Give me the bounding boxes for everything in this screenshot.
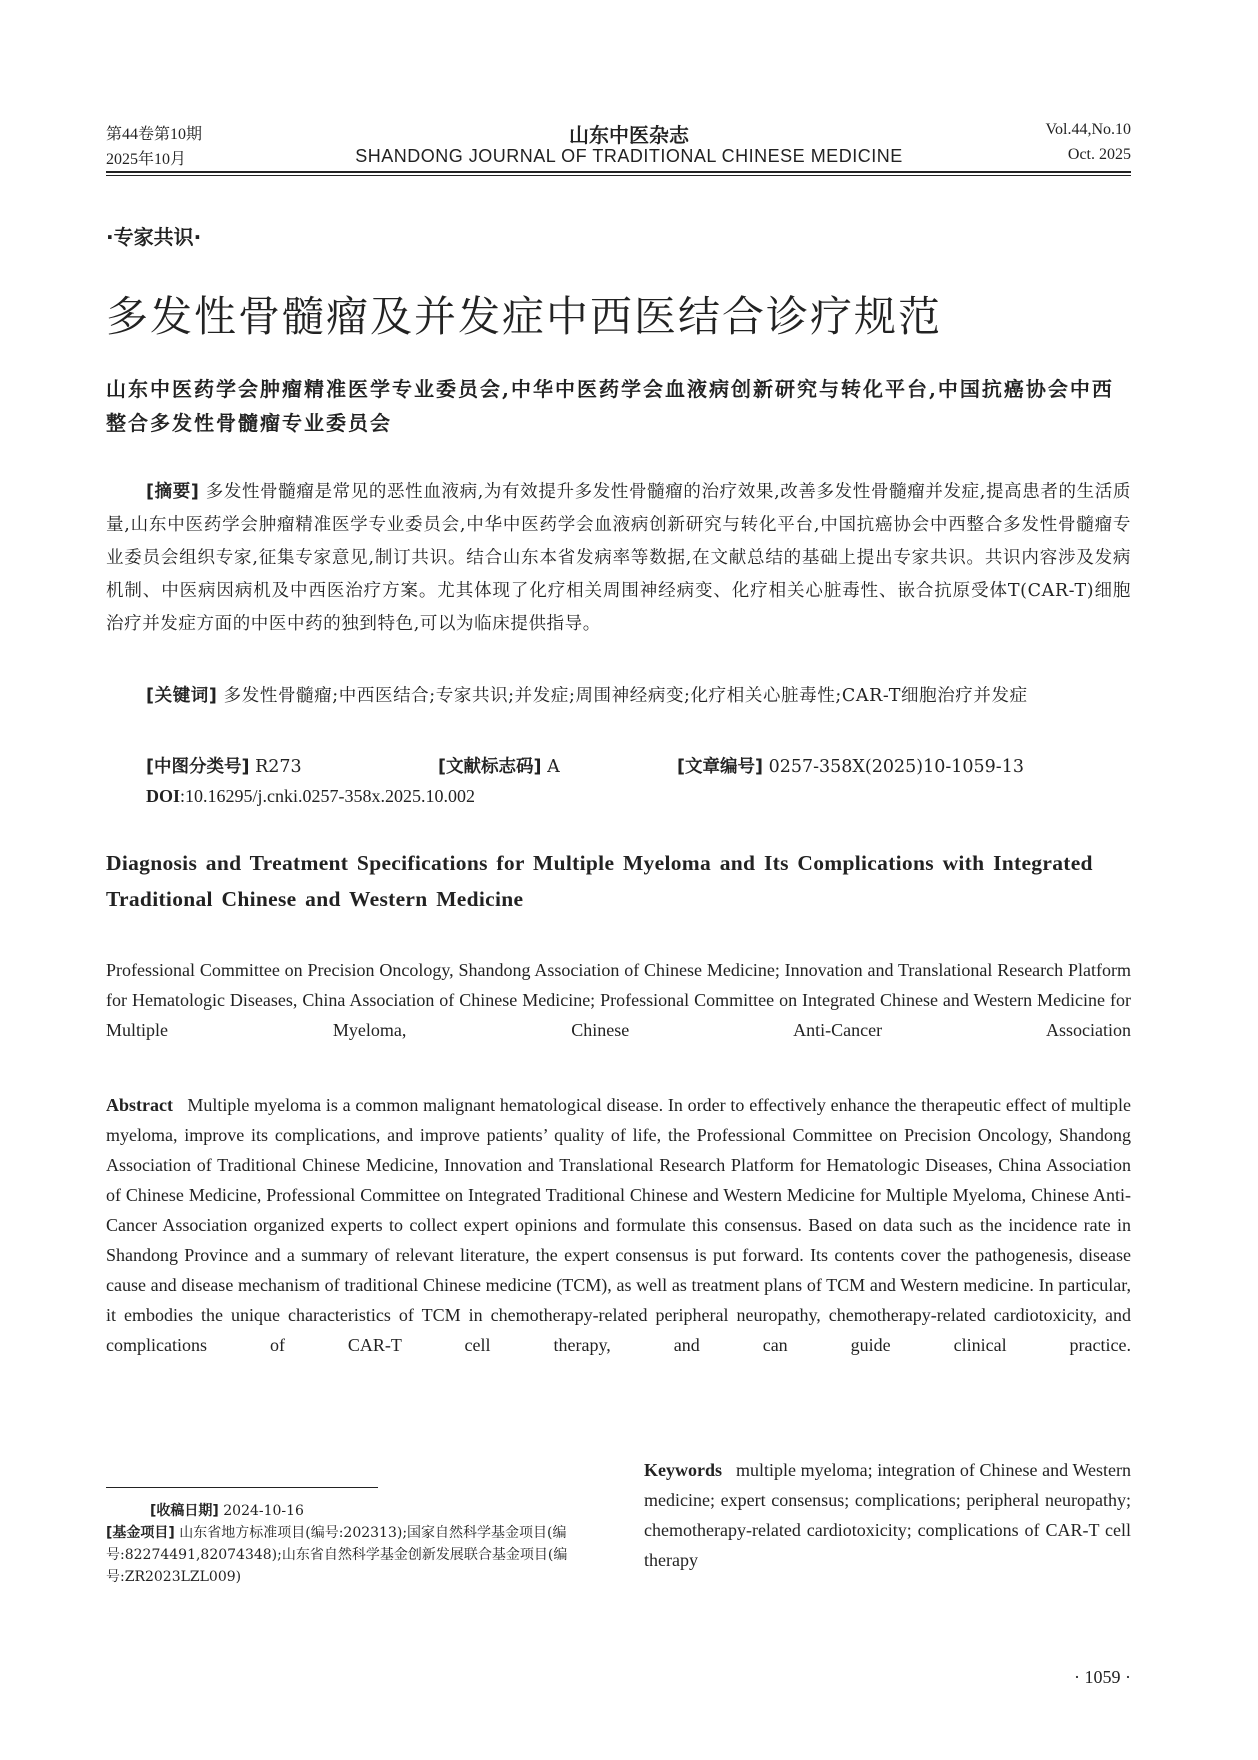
keywords-cn	[106, 680, 1131, 713]
fund-text: 山东省地方标准项目(编号:202313);国家自然科学基金项目(编号:82274491,82074348);山东省自然科学基金创新发展联合基金项目(编号:ZR2023LZL009)	[106, 1525, 568, 1585]
abstract-en-label: Abstract	[106, 1095, 173, 1115]
volume-number-en: Vol.44,No.10	[1045, 121, 1131, 138]
volume-issue: 第44卷第10期	[106, 126, 203, 143]
article-number: [文章编号] 0257-358X(2025)10-1059-13	[677, 757, 1024, 777]
footnote-rule	[106, 1487, 378, 1488]
issue-date-en: Oct. 2025	[1067, 146, 1131, 163]
doi: DOI:10.16295/j.cnki.0257-358x.2025.10.002	[146, 786, 476, 806]
abstract-cn-text: 多发性骨髓瘤是常见的恶性血液病,为有效提升多发性骨髓瘤的治疗效果,改善多发性骨髓瘤并发症,提高患者的生活质量,山东中医药学会肿瘤精准医学专业委员会,中华中医药学会血液病创新研究与转化平台,中国抗癌协会中西整合多发性骨髓瘤专业委员会组织专家,征集专家意见,制订共识。结合山东本省发病率等数据,在文献总结的基础上提出专家共识。共识内容涉及发病机制、中医病因病机及中西医治疗方案。尤其体现了化疗相关周围神经病变、化疗相关心脏毒性、嵌合抗原受体T(CAR-T)细胞治疗并发症方面的中医中药的独到特色,可以为临床提供指导。	[106, 482, 1131, 634]
received-date: 2024-10-16	[223, 1503, 304, 1519]
issue-date: 2025年10月	[106, 151, 187, 168]
document-code: [文献标志码] A	[438, 757, 560, 777]
authors-cn: 山东中医药学会肿瘤精准医学专业委员会,中华中医药学会血液病创新研究与转化平台,中国抗癌协会中西整合多发性骨髓瘤专业委员会	[106, 377, 1114, 435]
abstract-en-text: Multiple myeloma is a common malignant hematological disease. In order to effectively enhance the therapeutic effect of multiple myeloma, improve its complications, and improve patients’ quality of life, the Professional Committee on Precision Oncology, Shandong Association of Traditional Chinese Medicine, Innovation and Translational Research Platform for Hematologic Diseases, China Association of Chinese Medicine, Professional Committee on Integrated Traditional Chinese and Western Medicine for Multiple Myeloma, Chinese Anti-Cancer Association organized experts to collect expert opinions and formulate this consensus. Based on data such as the incidence rate in Shandong Province and a summary of relevant literature, the expert consensus is put forward. Its contents cover the pathogenesis, disease cause and disease mechanism of traditional Chinese medicine (TCM), as well as treatment plans of TCM and Western medicine. In particular, it embodies the unique characteristics of TCM in chemotherapy-related peripheral neuropathy, chemotherapy-related cardiotoxicity, and complications of CAR-T cell therapy, and can guide clinical practice.	[106, 1095, 1131, 1355]
keywords-en-label: Keywords	[644, 1460, 722, 1480]
article-title-en: Diagnosis and Treatment Specifications for Multiple Myeloma and Its Complications with Integrated Traditional Chinese and Western Medicine	[106, 851, 1093, 911]
fund-label: [基金项目]	[106, 1525, 175, 1541]
footnote	[106, 1500, 602, 1588]
keywords-cn-text: 多发性骨髓瘤;中西医结合;专家共识;并发症;周围神经病变;化疗相关心脏毒性;CAR-T细胞治疗并发症	[223, 686, 1028, 706]
authors-en: Professional Committee on Precision Oncology, Shandong Association of Chinese Medicine; Innovation and Translational Research Platform for Hematologic Diseases, China Association of Chinese Medicine; Professional Committee on Integrated Chinese and Western Medicine for Multiple Myeloma, Chinese Anti-Cancer Association	[106, 960, 1131, 1040]
article-title-cn: 多发性骨髓瘤及并发症中西医结合诊疗规范	[106, 292, 943, 341]
keywords-en	[644, 1455, 1131, 1575]
page-number: · 1059 ·	[1074, 1667, 1131, 1687]
abstract-cn-label: [摘要]	[146, 482, 200, 502]
header-rule-top	[106, 171, 1131, 173]
clc-number: [中图分类号] R273	[146, 757, 302, 777]
header-rule-bottom	[106, 175, 1131, 176]
abstract-en	[106, 1090, 1131, 1360]
received-label: [收稿日期]	[150, 1503, 219, 1519]
keywords-cn-label: [关键词]	[146, 686, 218, 706]
journal-title-cn: 山东中医杂志	[569, 123, 689, 147]
abstract-cn	[106, 476, 1131, 641]
section-label: ·专家共识·	[106, 225, 202, 249]
keywords-en-text: multiple myeloma; integration of Chinese and Western medicine; expert consensus; complications; peripheral neuropathy; chemotherapy-related cardiotoxicity; complications of CAR-T cell therapy	[644, 1460, 1131, 1570]
journal-title-en: SHANDONG JOURNAL OF TRADITIONAL CHINESE MEDICINE	[355, 146, 903, 166]
